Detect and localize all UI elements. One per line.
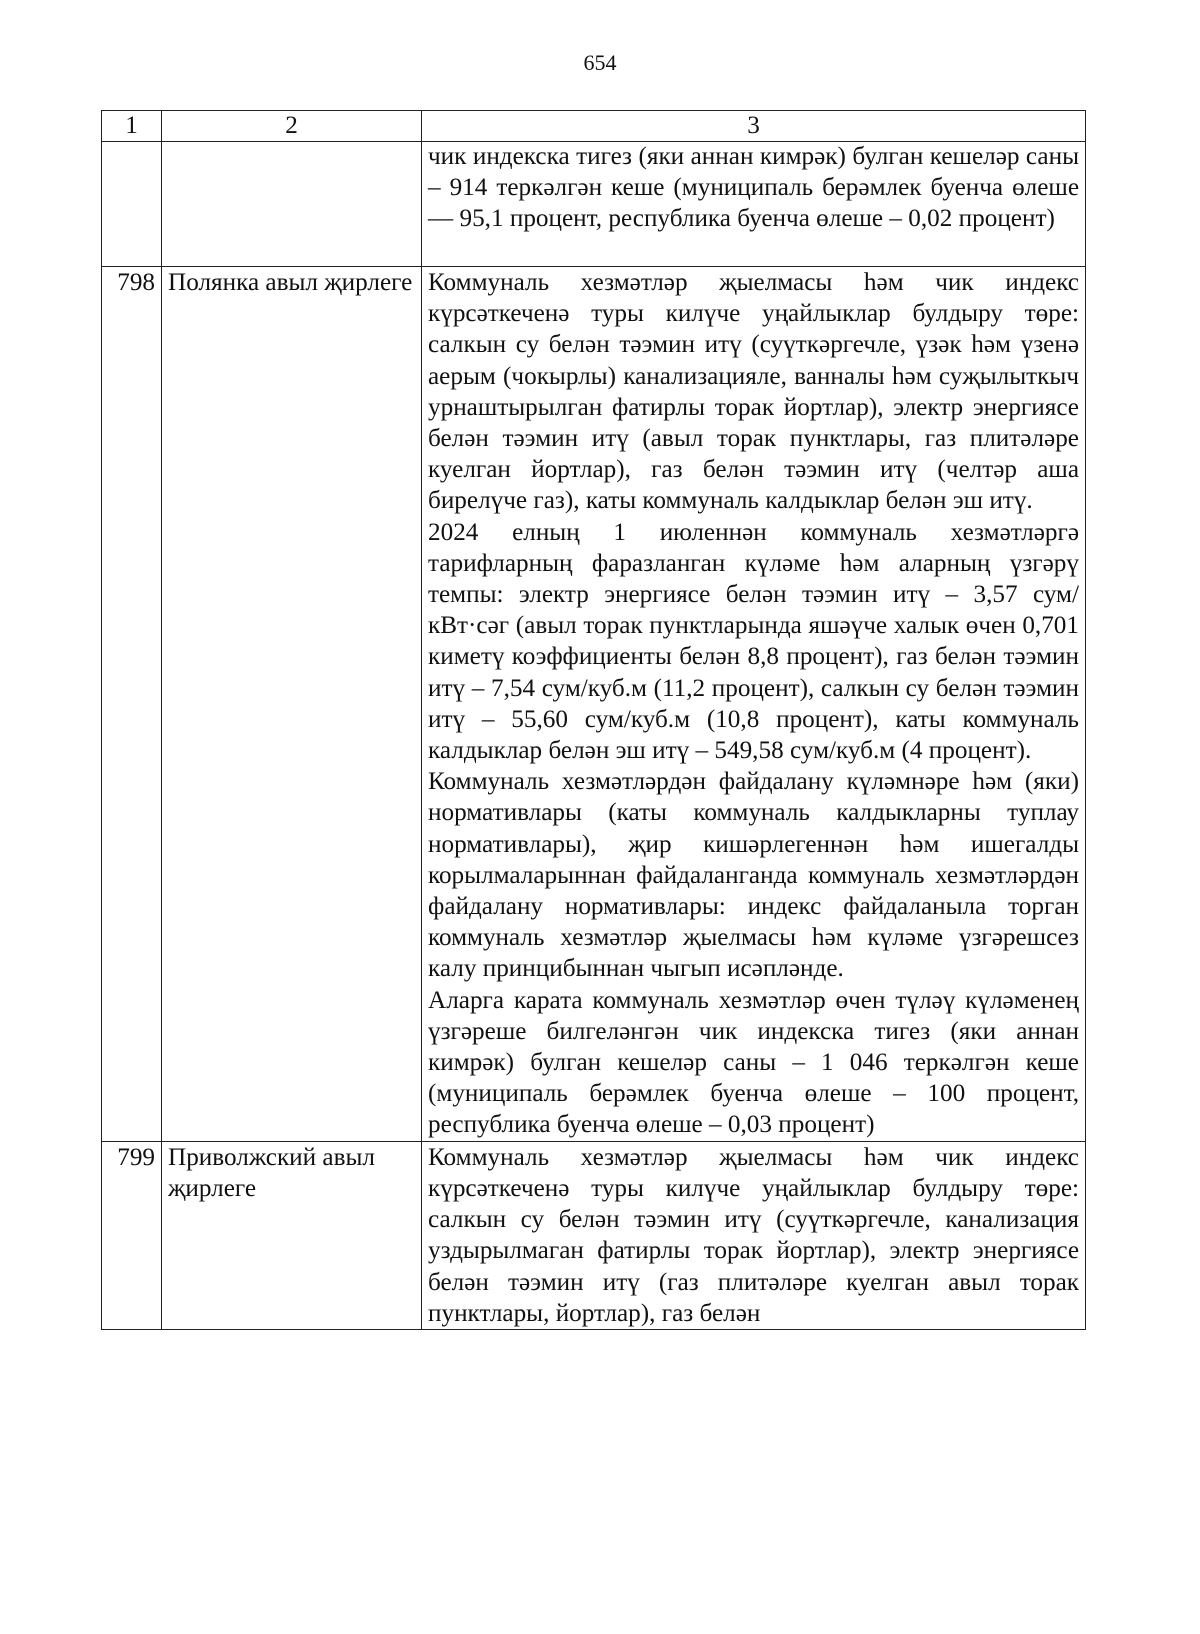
settlement-name [162, 142, 422, 267]
column-header: 1 [102, 111, 162, 142]
table-row [102, 1141, 1086, 1329]
row-number: 799 [102, 1141, 162, 1329]
settlement-name: Приволжский авыл җирлеге [162, 1141, 422, 1329]
row-description [422, 142, 1086, 267]
description-paragraph: Аларга карата коммуналь хезмәтләр өчен түләү күләменең үзгәреше билгеләнгән чик индекска тигез (яки аннан кимрәк) булган кешеләр саны – 1 046 теркәлгән кеше (муниципаль берәмлек буенча өлеше – 100 процент, республика буенча өлеше – 0,03 процент) [428, 986, 1079, 1139]
column-header: 2 [162, 111, 422, 142]
page-number: 654 [583, 50, 617, 75]
table-header-row [102, 111, 1086, 142]
row-number [102, 142, 162, 267]
row-number: 798 [102, 267, 162, 1142]
row-description [422, 1141, 1086, 1329]
description-paragraph: 2024 елның 1 июленнән коммуналь хезмәтләргә тарифларның фаразланган күләме һәм аларның үзгәрү темпы: электр энергиясе белән тәэмин итү – 3,57 сум/кВт·сәг (авыл торак пунктларында яшәүче халык өчен 0,701 киметү коэффициенты белән 8,8 процент), газ белән тәэмин итү – 7,54 сум/куб.м (11,2 процент), салкын су белән тәэмин итү – 55,60 сум/куб.м (10,8 процент), каты коммуналь калдыклар белән эш итү – 549,58 сум/куб.м (4 процент). [428, 518, 1079, 765]
table-row [102, 142, 1086, 267]
description-paragraph: Коммуналь хезмәтләр җыелмасы һәм чик индекс күрсәткеченә туры килүче уңайлыклар булдыру төре: салкын су белән тәэмин итү (суүткәргечле, үзәк һәм үзенә аерым (чокырлы) канализацияле, ванналы һәм суҗылыткыч урнаштырылган фатирлы торак йортлар), электр энергиясе белән тәэмин итү (авыл торак пунктлары, газ плитәләре куелган йортлар), газ белән тәэмин итү (челтәр аша бирелүче газ), каты коммуналь калдыклар белән эш итү. [428, 269, 1079, 515]
row-description [422, 267, 1086, 1142]
settlement-name: Полянка авыл җирлеге [162, 267, 422, 1142]
column-header: 3 [422, 111, 1086, 142]
table-row [102, 267, 1086, 1142]
description-paragraph: Коммуналь хезмәтләр җыелмасы һәм чик индекс күрсәткеченә туры килүче уңайлыклар булдыру төре: салкын су белән тәэмин итү (суүткәргечле, канализация уздырылмаган фатирлы торак йортлар), электр энергиясе белән тәэмин итү (газ плитәләре куелган авыл торак пунктлары, йортлар), газ белән [428, 1143, 1079, 1327]
description-paragraph: Коммуналь хезмәтләрдән файдалану күләмнәре һәм (яки) нормативлары (каты коммуналь калдыкларны туплау нормативлары), җир кишәрлегеннән һәм ишегалды корылмаларыннан файдаланганда коммуналь хезмәтләрдән файдалану нормативлары: индекс файдаланыла торган коммуналь хезмәтләр җыелмасы һәм күләме үзгәрешсез калу принцибыннан чыгып исәпләнде. [428, 768, 1079, 983]
description-paragraph: чик индекска тигез (яки аннан кимрәк) булган кешеләр саны – 914 теркәлгән кеше (муниципаль берәмлек буенча өлеше — 95,1 процент, республика буенча өлеше – 0,02 процент) [428, 143, 1079, 233]
municipal-tariff-table [101, 110, 1086, 1330]
